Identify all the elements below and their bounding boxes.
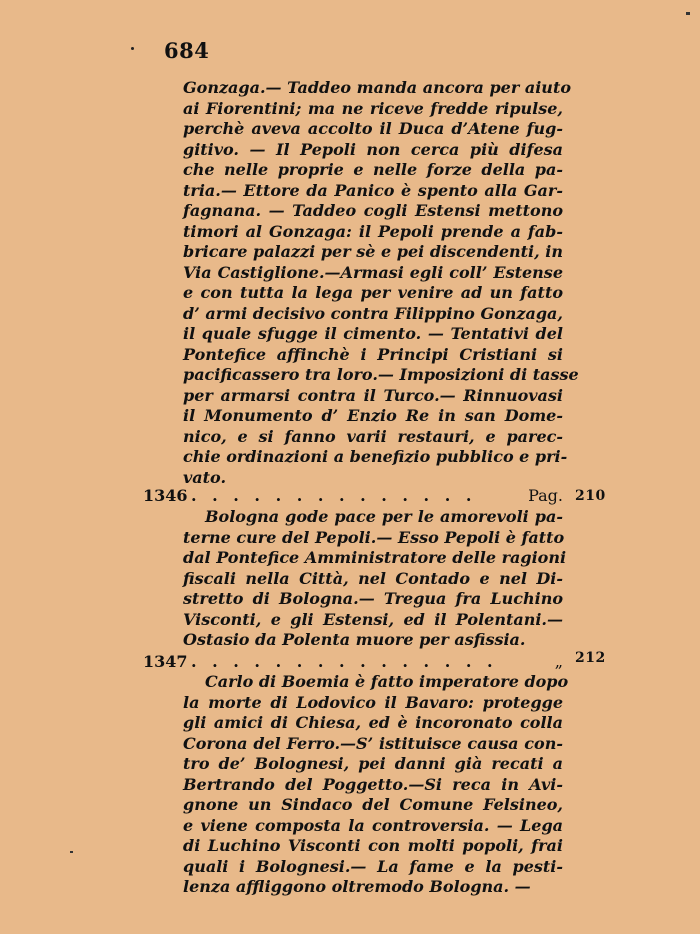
page-number: 684 (164, 38, 210, 63)
text-line: e con tutta la lega per venire ad un fatto (183, 283, 563, 302)
page-reference: 212 (575, 650, 606, 666)
text-line: che nelle proprie e nelle forze della pa- (183, 160, 563, 179)
text-line: Corona del Ferro.—S’ istituisce causa con- (183, 733, 563, 753)
text-line: il Monumento d’ Enzio Re in san Dome- (183, 406, 563, 425)
page-reference: 210 (575, 488, 606, 504)
text-line: Visconti, e gli Estensi, ed il Polentani.— (183, 609, 563, 629)
text-line: Via Castiglione.—Armasi egli coll’ Estense (183, 262, 563, 282)
text-line: gnone un Sindaco del Comune Felsineo, (183, 795, 563, 814)
text-line: Ostasio da Polenta muore per asfissia. (183, 630, 526, 649)
leader-dots: . . . . . . . . . . . . . . . (191, 652, 498, 671)
text-line: gli amici di Chiesa, ed è incoronato colla (183, 713, 563, 732)
text-line: tria.— Ettore da Panico è spento alla Gar- (183, 180, 563, 200)
text-line: il quale sfugge il cimento. — Tentativi del (183, 324, 563, 343)
text-line: nico, e si fanno varii restauri, e parec- (183, 426, 563, 446)
text-line: bricare palazzi per sè e pei discendenti, in (183, 242, 563, 261)
text-line: Pontefice affinchè i Principi Cristiani si (183, 344, 563, 364)
text-line: tro de’ Bolognesi, pei danni già recati a (183, 754, 563, 773)
text-line: Bertrando del Poggetto.—Si reca in Avi- (183, 774, 563, 794)
text-line: lenza affliggono oltremodo Bologna. — (183, 877, 531, 896)
text-line: pacificassero tra loro.— Imposizioni di tasse (183, 365, 579, 384)
text-line: ai Fiorentini; ma ne riceve fredde ripulse, (183, 98, 563, 118)
paragraph-1346 (183, 507, 567, 651)
paragraph-1347 (183, 672, 569, 898)
text-line: e viene composta la controversia. — Lega (183, 815, 563, 835)
text-line: fiscali nella Città, nel Contado e nel Di- (183, 568, 563, 588)
text-line: fagnana. — Taddeo cogli Estensi mettono (183, 201, 563, 220)
text-line: vato. (183, 467, 227, 487)
ink-speck (686, 12, 690, 15)
text-line: di Luchino Visconti con molti popoli, frai (183, 836, 563, 855)
text-line: d’ armi decisivo contra Filippino Gonzaga, (183, 303, 563, 323)
text-line: timori al Gonzaga: il Pepoli prende a fab- (183, 221, 563, 241)
text-line: dal Pontefice Amministratore delle ragioni (183, 548, 567, 567)
text-line: quali i Bolognesi.— La fame e la pesti- (183, 856, 563, 876)
text-line: chie ordinazioni a benefizio pubblico e pri- (183, 447, 568, 466)
pag-label: Pag. (528, 486, 563, 505)
leader-dots: . . . . . . . . . . . . . . (191, 486, 477, 505)
text-line: terne cure del Pepoli.— Esso Pepoli è fatto (183, 527, 565, 547)
text-line: stretto di Bologna.— Tregua fra Luchino (183, 589, 563, 608)
entry-year: 1346 (143, 486, 188, 505)
text-line: per armarsi contra il Turco.— Rinnuovasi (183, 385, 563, 405)
entry-heading-1347 (143, 652, 563, 672)
entry-year: 1347 (143, 652, 188, 671)
paragraph-continuation (183, 78, 579, 488)
text-line: Gonzaga.— Taddeo manda ancora per aiuto (183, 78, 571, 97)
ink-speck (70, 851, 73, 853)
entry-heading-1346 (143, 486, 563, 506)
text-line: la morte di Lodovico il Bavaro: protegge (183, 692, 563, 712)
text-line: gitivo. — Il Pepoli non cerca più difesa (183, 139, 563, 159)
ditto-mark: „ (554, 652, 563, 671)
text-line: Bologna gode pace per le amorevoli pa- (205, 507, 563, 526)
text-line: Carlo di Boemia è fatto imperatore dopo (205, 672, 569, 691)
ink-speck (131, 47, 134, 50)
text-line: perchè aveva accolto il Duca d’Atene fug- (183, 119, 563, 138)
